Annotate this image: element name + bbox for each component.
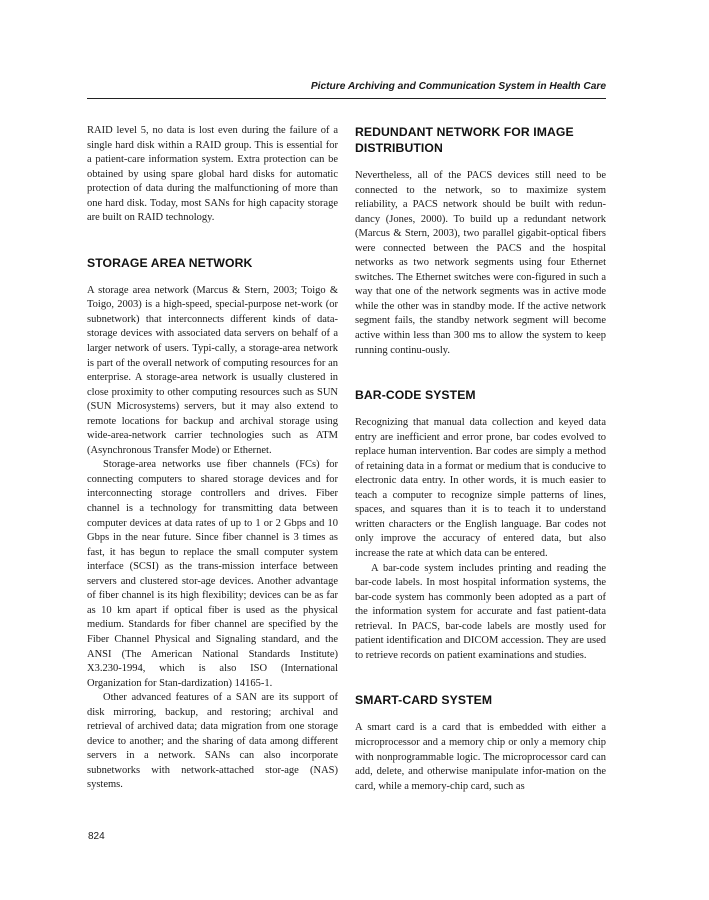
- barcode-paragraph-2: A bar-code system includes printing and reading the bar-code labels. In most hospital information systems, the bar-code system has commonly been adopted as a part of the information system for accurate and fast patient-data retrieval. In PACS, bar-code labels are mostly used for patient identification and DICOM accession. They are used to retrieve records on patient examinations and studies.: [355, 562, 606, 661]
- smartcard-paragraph-1: A smart card is a card that is embedded with either a microprocessor and a memory chip or only a memory chip with nonprogrammable logic. The microprocessor card can add, delete, and otherwise manipulate infor-mation on the card, while a memory-chip card, such as: [355, 722, 606, 792]
- right-column: [355, 124, 606, 794]
- section-heading-redundant-network: REDUNDANT NETWORK FOR IMAGE DISTRIBUTION: [355, 125, 574, 155]
- left-column: [87, 124, 338, 793]
- section-heading-storage-area-network: STORAGE AREA NETWORK: [87, 255, 253, 270]
- redundant-paragraph-1: Nevertheless, all of the PACS devices still need to be connected to the network, so to maximize system reliability, a PACS network should be built with redun-dancy (Jones, 2000). To build up a redundant network (Marcus & Stern, 2003), two parallel gigabit-optical fibers were connected between the PACS and the hospital networks as two network segments using four Ethernet switches. The Ethernet switches were con-figured in such a way that one of the network segments was in active mode while the other was in standby mode. If the active network segment fails, the standby network segment will become active within less than 300 ms to allow the system to keep running continu-ously.: [355, 170, 606, 356]
- san-paragraph-2: Storage-area networks use fiber channels (FCs) for connecting computers to shared storage devices and for interconnecting storage controllers and drives. Fiber channel is a technology for transmitting data between computer devices at data rates of up to 1 or 2 Gbps and 10 Gbps in the near future. Since fiber channel is 3 times as fast, it has begun to replace the small computer system interface (SCSI) as the trans-mission interface between servers and clustered stor-age devices. Another advantage of fiber channel is its high flexibility; devices can be as far as 10 km apart if optical fiber is used as the physical medium. Standards for fiber channel are specified by the Fiber Channel Physical and Signaling standard, and the ANSI (The American National Standards Institute) X3.230-1994, which is also ISO (International Organization for Stan-dardization) 14165-1.: [87, 459, 338, 689]
- running-header: Picture Archiving and Communication System in Health Care: [310, 81, 606, 92]
- section-heading-smart-card-system: SMART-CARD SYSTEM: [355, 693, 493, 708]
- san-paragraph-1: A storage area network (Marcus & Stern, 2003; Toigo & Toigo, 2003) is a high-speed, special-purpose net-work (or subnetwork) that interconnects different kinds of data-storage devices with associated data servers on behalf of a larger network of users. Typi-cally, a storage-area network is part of the overall network of computing resources for an enterprise. A storage-area network is usually clustered in close proximity to other computing resources such as SUN (SUN Microsystems) servers, but it may also extend to remote locations for backup and archival storage using wide-area-network carrier technologies such as ATM (Asynchronous Transfer Mode) or Ethernet.: [87, 284, 338, 456]
- section-heading-bar-code-system: BAR-CODE SYSTEM: [355, 388, 476, 403]
- intro-paragraph: RAID level 5, no data is lost even during the failure of a single hard disk within a RAID group. This is essential for a patient-care information system. Extra protection can be obtained by using spare global hard disks for automatic protection of data during the malfunctioning of more than one hard disk. Today, most SANs for high capacity storage are built on RAID technology.: [87, 125, 338, 224]
- barcode-paragraph-1: Recognizing that manual data collection and keyed data entry are inefficient and error prone, bar codes evolved to replace human intervention. Bar codes are simply a method of retaining data in a format or medium that is conducive to electronic data entry. In other words, it is much easier to teach a computer to recognize simple patterns of lines, spaces, and squares than it is to teach it to understand written characters or the English language. Bar codes not only improve the accuracy of entered data, but also increase the rate at which data can be entered.: [355, 417, 606, 560]
- header-rule: [87, 98, 606, 99]
- page-number: 824: [88, 831, 105, 842]
- san-paragraph-3: Other advanced features of a SAN are its support of disk mirroring, backup, and restoring; archival and retrieval of archived data; data migration from one storage device to another; and the sharing of data among different servers in a network. SANs can also incorporate subnetworks with network-attached stor-age (NAS) systems.: [87, 692, 338, 791]
